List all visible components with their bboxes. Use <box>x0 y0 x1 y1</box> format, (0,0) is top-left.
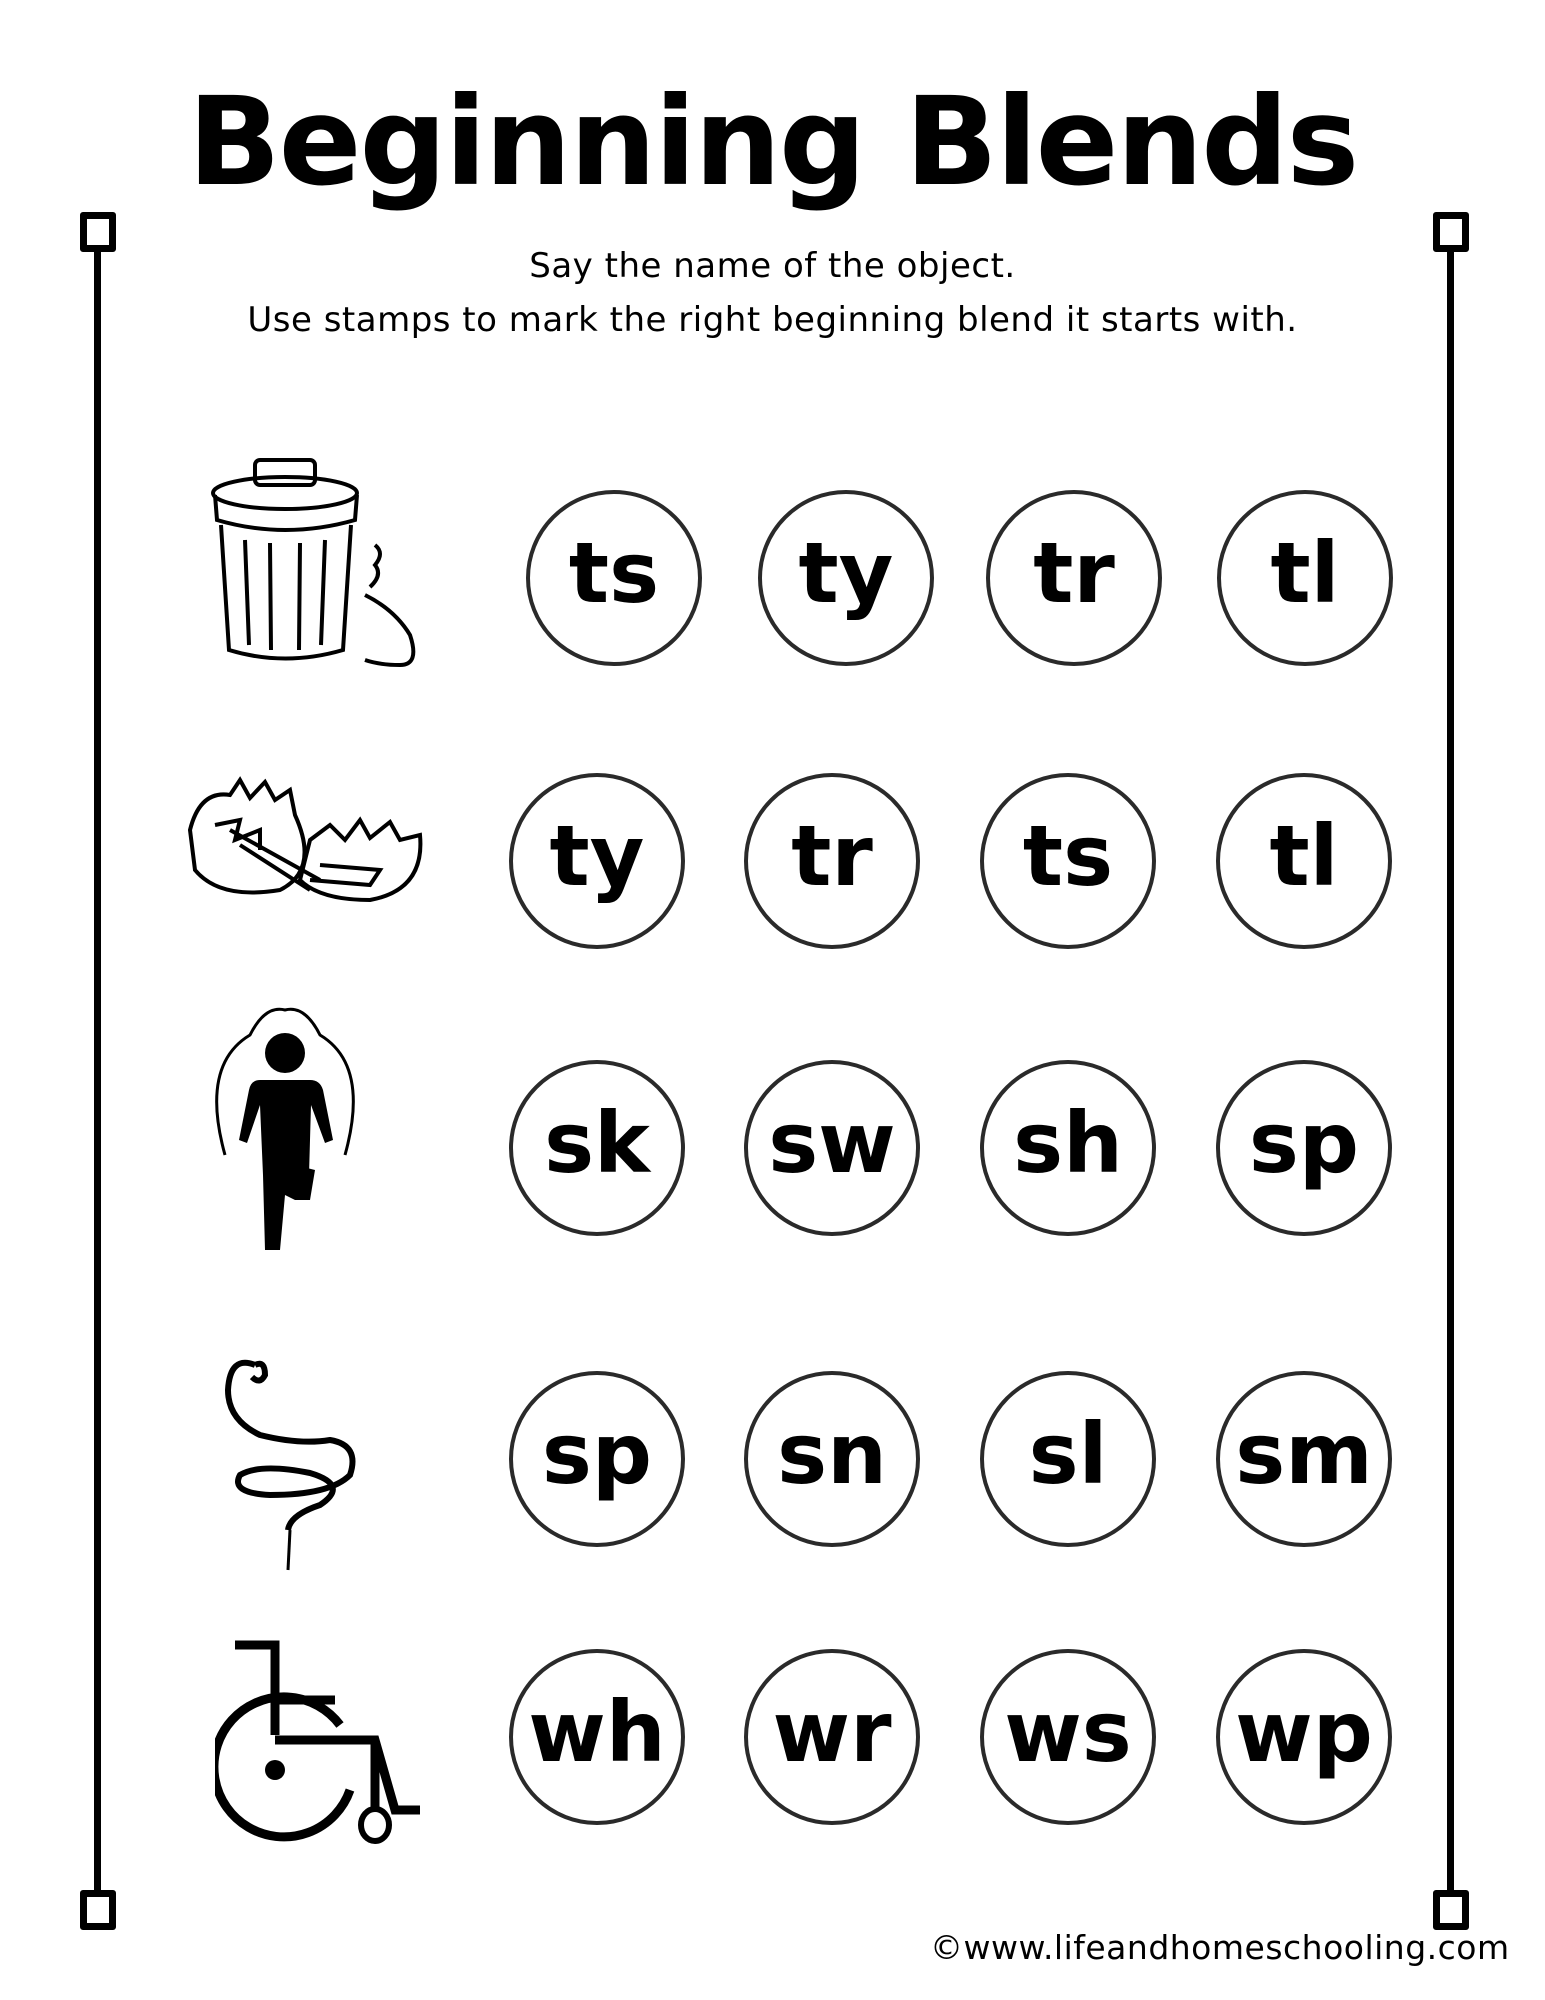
blend-option[interactable]: tr <box>744 773 920 949</box>
blend-option[interactable]: ts <box>980 773 1156 949</box>
blend-option[interactable]: ts <box>526 490 702 666</box>
blend-option[interactable]: sl <box>980 1371 1156 1547</box>
blend-option[interactable]: sm <box>1216 1371 1392 1547</box>
animal-trap-icon <box>180 770 430 920</box>
blend-option[interactable]: tl <box>1217 490 1393 666</box>
blend-option[interactable]: sp <box>1216 1060 1392 1236</box>
blend-option[interactable]: tr <box>986 490 1162 666</box>
blend-option[interactable]: wh <box>509 1649 685 1825</box>
blend-option[interactable]: sp <box>509 1371 685 1547</box>
blend-option[interactable]: tl <box>1216 773 1392 949</box>
trash-can-icon <box>205 455 435 670</box>
wheelchair-icon <box>215 1640 430 1855</box>
blend-option[interactable]: ty <box>758 490 934 666</box>
copyright-footer: ©www.lifeandhomeschooling.com <box>930 1928 1510 1967</box>
instruction-line-1: Say the name of the object. <box>529 246 1016 286</box>
blend-option[interactable]: wr <box>744 1649 920 1825</box>
blend-option[interactable]: wp <box>1216 1649 1392 1825</box>
right-bottom-cap <box>1433 1890 1469 1930</box>
blend-option[interactable]: sw <box>744 1060 920 1236</box>
blend-option[interactable]: sn <box>744 1371 920 1547</box>
left-border-line <box>94 240 101 1900</box>
smoke-icon <box>210 1345 380 1575</box>
blend-option[interactable]: sk <box>509 1060 685 1236</box>
blend-option[interactable]: ws <box>980 1649 1156 1825</box>
right-border-line <box>1447 240 1454 1900</box>
instruction-line-2: Use stamps to mark the right beginning blend it starts with. <box>247 300 1298 340</box>
blend-option[interactable]: ty <box>509 773 685 949</box>
page-title: Beginning Blends <box>187 71 1358 213</box>
left-bottom-cap <box>80 1890 116 1930</box>
skipping-rope-icon <box>205 1005 365 1255</box>
right-top-cap <box>1433 212 1469 252</box>
left-top-cap <box>80 212 116 252</box>
blend-option[interactable]: sh <box>980 1060 1156 1236</box>
